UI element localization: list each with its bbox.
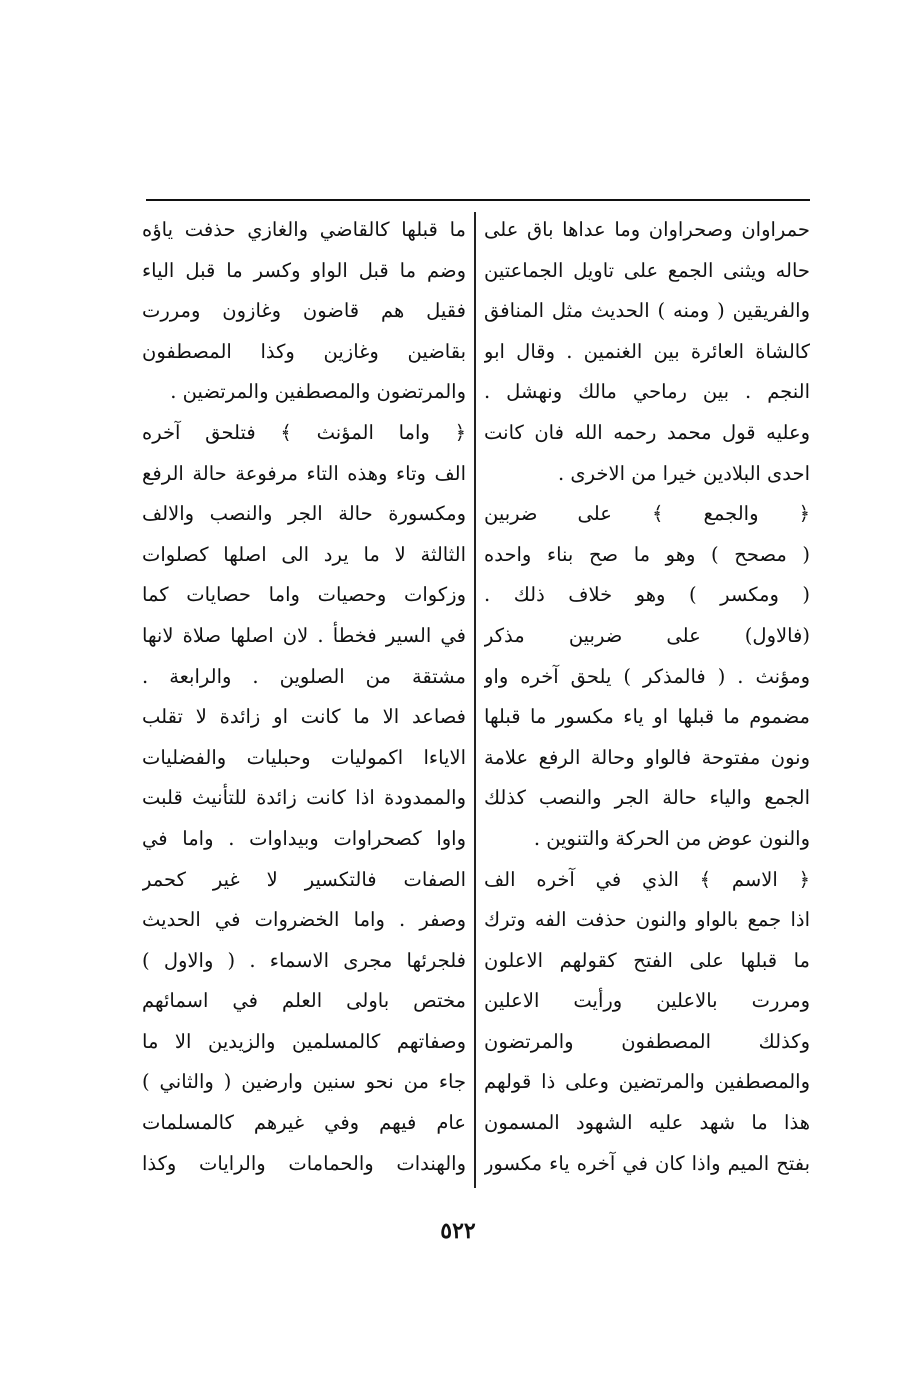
text-line: ( مصحح ) وهو ما صح بناء واحده [484,542,810,566]
text-line: مشتقة من الصلوين . والرابعة . [142,664,466,688]
text-line: الثالثة لا ما يرد الى اصلها كصلوات [142,542,466,566]
text-line: فصاعد الا ما كانت او زائدة لا تقلب [142,705,466,729]
text-line: فقيل هم قاضون وغازون ومررت [142,299,466,323]
text-line: فلجرئها مجرى الاسماء . ( والاول ) [142,948,466,972]
text-line: ما قبلها كالقاضي والغازي حذفت ياؤه [142,218,466,241]
section-heading-feminine: ﴿ واما المؤنث ﴾ فتلحق آخره [142,420,466,444]
text-line: وعليه قول محمد رحمه الله فان كانت [484,420,810,444]
text-line: اذا جمع بالواو والنون حذفت الفه وترك [484,908,810,932]
text-line: الف وتاء وهذه التاء مرفوعة حالة الرفع [142,461,466,485]
text-line: بفتح الميم واذا كان في آخره ياء مكسور [484,1151,810,1175]
text-line: ونون مفتوحة فالواو وحالة الرفع علامة [484,745,810,769]
section-heading-plural: ﴿ والجمع ﴾ على ضربين [484,502,810,526]
text-line: ومررت بالاعلين ورأيت الاعلين [484,989,810,1013]
text-line: احدى البلادين خيرا من الاخرى . [557,461,810,485]
text-line: وضم ما قبل الواو وكسر ما قبل الياء [142,258,466,282]
text-line: عام فيهم وفي غيرهم كالمسلمات [142,1111,466,1135]
text-line: وصفاتهم كالمسلمين والزيدين الا ما [142,1029,466,1053]
text-line: والهندات والحمامات والرايات وكذا [142,1151,466,1175]
text-line: بقاضين وغازين وكذا المصطفون [142,339,466,363]
text-line: حمراوان وصحراوان وما عداها باق على [484,218,810,241]
text-line: النجم . بين رماحي مالك ونهشل . [484,380,810,404]
left-column [142,210,466,1184]
text-line: مضموم ما قبلها او ياء مكسور ما قبلها [484,705,810,729]
text-line: والنون عوض من الحركة والتنوين . [533,826,810,850]
text-line: والممدودة اذا كانت زائدة للتأنيث قلبت [142,786,466,810]
text-line: والفريقين ( ومنه ) الحديث مثل المنافق [484,299,810,323]
text-line: هذا ما شهد عليه الشهود المسمون [484,1111,810,1135]
page-number: ٥٢٢ [440,1218,476,1244]
text-line: الاياءا اكموليات وحبليات والفضليات [142,745,466,769]
text-line: والمصطفين والمرتضين وعلى ذا قولهم [484,1070,810,1094]
text-line: (فالاول) على ضربين مذكر [484,623,810,647]
text-line: وصفر . واما الخضروات في الحديث [142,908,466,932]
header-rule [146,199,810,201]
right-column [484,210,810,1184]
text-line: وكذلك المصطفون والمرتضون [484,1029,810,1053]
text-line: وزكوات وحصيات واما حصايات كما [142,583,466,607]
text-line: والمرتضون والمصطفين والمرتضين . [170,380,466,404]
text-line: في السير فخطأ . لان اصلها صلاة لانها [142,623,466,647]
text-line: ما قبلها على الفتح كقولهم الاعلون [484,948,810,972]
column-divider [474,212,476,1188]
text-line: ومكسورة حالة الجر والنصب والالف [142,502,466,526]
text-line: الصفات فالتكسير لا غير كحمر [142,867,466,891]
text-line: حاله ويثنى الجمع على تاويل الجماعتين [484,258,810,282]
text-line: ( ومكسر ) وهو خلاف ذلك . [484,583,810,607]
text-line: جاء من نحو سنين وارضين ( والثاني ) [142,1070,466,1094]
text-line: واوا كصحراوات وبيداوات . واما في [142,826,466,850]
text-line: مختص باولى العلم في اسمائهم [142,989,466,1013]
section-heading-noun: ﴿ الاسم ﴾ الذي في آخره الف [484,867,810,891]
text-line: كالشاة العائرة بين الغنمين . وقال ابو [484,339,810,363]
text-line: ومؤنث . ( فالمذكر ) يلحق آخره واو [484,664,810,688]
text-line: الجمع والياء حالة الجر والنصب كذلك [484,786,810,810]
